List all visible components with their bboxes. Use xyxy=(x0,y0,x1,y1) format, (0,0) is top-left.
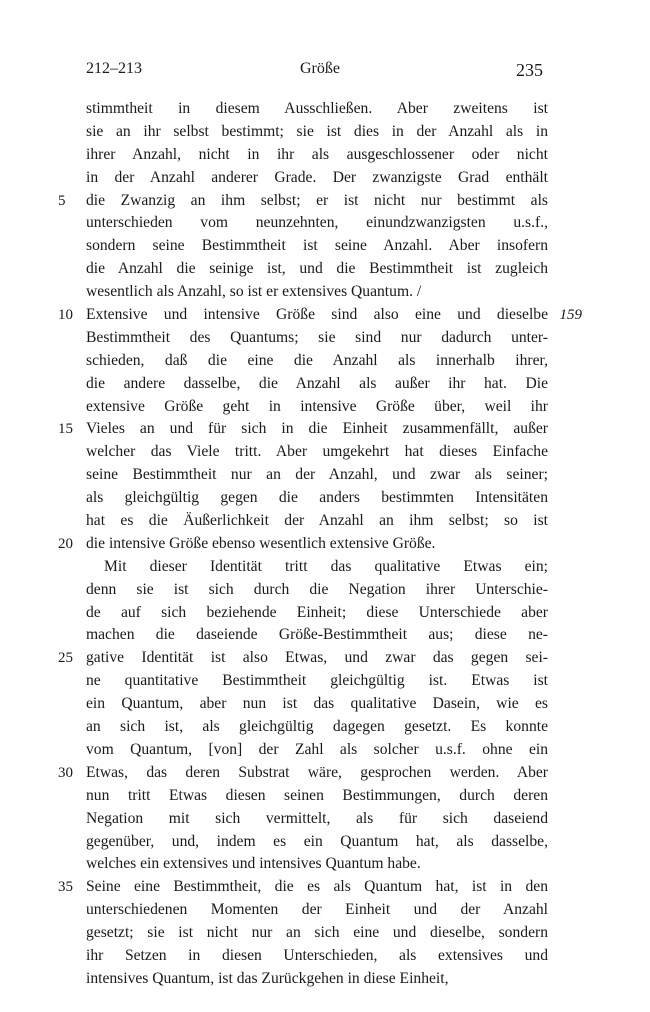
line-text: ein Quantum, aber nun ist das qualitative Dasein, wie es xyxy=(86,695,548,713)
running-title: Größe xyxy=(300,60,340,77)
line-number: 10 xyxy=(58,307,73,324)
line-number: 15 xyxy=(58,421,73,438)
line-text: Etwas, das deren Substrat wäre, gesprochen werden. Aber xyxy=(86,763,548,781)
line-text: gegenüber, und, indem es ein Quantum hat, als dasselbe, xyxy=(86,832,548,850)
line-text: gative Identität ist also Etwas, und zwar das gegen sei- xyxy=(86,649,548,667)
text-line xyxy=(86,350,548,373)
text-line xyxy=(86,464,548,487)
text-line xyxy=(86,945,548,968)
line-number: 20 xyxy=(58,535,73,552)
line-text: de auf sich beziehende Einheit; diese Unterschiede aber xyxy=(86,603,548,621)
line-text: gesetzt; sie ist nicht nur an sich eine und dieselbe, sondern xyxy=(86,924,548,942)
text-line xyxy=(86,396,548,419)
text-line xyxy=(86,853,548,876)
line-text: sondern seine Bestimmtheit ist seine Anzahl. Aber insofern xyxy=(86,237,548,255)
line-text: stimmtheit in diesem Ausschließen. Aber zweitens ist xyxy=(86,100,548,117)
line-text: welches ein extensives und intensives Quantum habe. xyxy=(86,855,421,873)
line-text: die andere dasselbe, die Anzahl als außer ihr hat. Die xyxy=(86,374,548,392)
text-line xyxy=(58,876,548,899)
line-text: machen die daseiende Größe-Bestimmtheit aus; diese ne- xyxy=(86,626,548,644)
text-line xyxy=(86,510,548,533)
line-text: ne quantitative Bestimmtheit gleichgültig ist. Etwas ist xyxy=(86,672,548,690)
line-text: Vieles an und für sich in die Einheit zusammenfällt, außer xyxy=(86,420,548,438)
text-line xyxy=(58,533,548,556)
line-text: die intensive Größe ebenso wesentlich extensive Größe. xyxy=(86,534,436,552)
line-text: intensives Quantum, ist das Zurückgehen in diese Einheit, xyxy=(86,969,449,987)
line-text: seine Bestimmtheit nur an der Anzahl, und zwar als seiner; xyxy=(86,466,548,484)
line-text: extensive Größe geht in intensive Größe über, weil ihr xyxy=(86,397,548,415)
line-text: als gleichgültig gegen die anders bestimmten Intensitäten xyxy=(86,489,548,507)
text-line xyxy=(86,670,548,693)
text-line xyxy=(86,121,548,144)
line-text: wesentlich als Anzahl, so ist er extensives Quantum. / xyxy=(86,283,422,301)
line-text: an sich ist, als gleichgültig dagegen gesetzt. Es konnte xyxy=(86,718,548,736)
line-text: die Zwanzig an ihm selbst; er ist nicht nur bestimmt als xyxy=(86,191,548,209)
line-text: hat es die Äußerlichkeit der Anzahl an ihm selbst; so ist xyxy=(86,512,548,530)
text-line xyxy=(86,441,548,464)
text-line xyxy=(58,647,548,670)
text-line xyxy=(86,831,548,854)
line-text: Mit dieser Identität tritt das qualitative Etwas ein; xyxy=(104,557,548,575)
text-line xyxy=(86,235,548,258)
text-line xyxy=(86,968,548,991)
text-line xyxy=(58,190,548,213)
text-line xyxy=(86,327,548,350)
text-line xyxy=(58,762,548,785)
line-text: unterschiedenen Momenten der Einheit und der Anzahl xyxy=(86,901,548,919)
line-text: sie an ihr selbst bestimmt; sie ist dies in der Anzahl als in xyxy=(86,122,548,140)
text-line xyxy=(86,739,548,762)
line-number: 35 xyxy=(58,879,73,896)
text-line xyxy=(58,418,548,441)
text-line xyxy=(86,167,548,190)
line-text: ihrer Anzahl, nicht in ihr als ausgeschlossener oder nicht xyxy=(86,145,548,163)
line-text: denn sie ist sich durch die Negation ihrer Unterschie- xyxy=(86,580,548,598)
line-text: welcher das Viele tritt. Aber umgekehrt hat dieses Einfache xyxy=(86,443,548,461)
page-number: 235 xyxy=(516,60,543,80)
text-line xyxy=(86,144,548,167)
text-line xyxy=(86,258,548,281)
text-line xyxy=(58,304,582,327)
line-text: Negation mit sich vermittelt, als für sich daseiend xyxy=(86,809,548,827)
margin-page-note: 159 xyxy=(559,307,582,324)
text-line xyxy=(86,808,548,831)
line-text: Seine eine Bestimmtheit, die es als Quantum hat, ist in den xyxy=(86,878,548,896)
text-line xyxy=(86,624,548,647)
line-text: vom Quantum, [von] der Zahl als solcher u.s.f. ohne ein xyxy=(86,740,548,758)
text-line xyxy=(86,212,548,235)
text-line xyxy=(86,556,548,579)
text-line xyxy=(86,487,548,510)
line-text: nun tritt Etwas diesen seinen Bestimmungen, durch deren xyxy=(86,786,548,804)
body-text xyxy=(58,98,582,991)
text-line xyxy=(86,281,548,304)
text-line xyxy=(86,693,548,716)
text-line xyxy=(86,373,548,396)
line-number: 5 xyxy=(58,192,66,209)
page-range: 212–213 xyxy=(86,60,142,77)
text-line xyxy=(86,602,548,625)
text-line xyxy=(86,579,548,602)
text-line xyxy=(86,899,548,922)
line-text: ihr Setzen in diesen Unterschieden, als extensives und xyxy=(86,946,548,964)
text-line xyxy=(86,98,548,121)
line-text: die Anzahl die seinige ist, und die Bestimmtheit ist zugleich xyxy=(86,260,548,278)
line-number: 30 xyxy=(58,764,73,781)
line-text: unterschieden vom neunzehnten, einundzwanzigsten u.s.f., xyxy=(86,214,548,232)
page-header xyxy=(0,60,650,84)
text-line xyxy=(86,922,548,945)
line-number: 25 xyxy=(58,650,73,667)
text-line xyxy=(86,716,548,739)
text-line xyxy=(86,785,548,808)
line-text: in der Anzahl anderer Grade. Der zwanzigste Grad enthält xyxy=(86,168,548,186)
line-text: Extensive und intensive Größe sind also eine und dieselbe xyxy=(86,306,548,324)
line-text: schieden, daß die eine die Anzahl als innerhalb ihrer, xyxy=(86,351,548,369)
line-text: Bestimmtheit des Quantums; sie sind nur dadurch unter- xyxy=(86,328,548,346)
